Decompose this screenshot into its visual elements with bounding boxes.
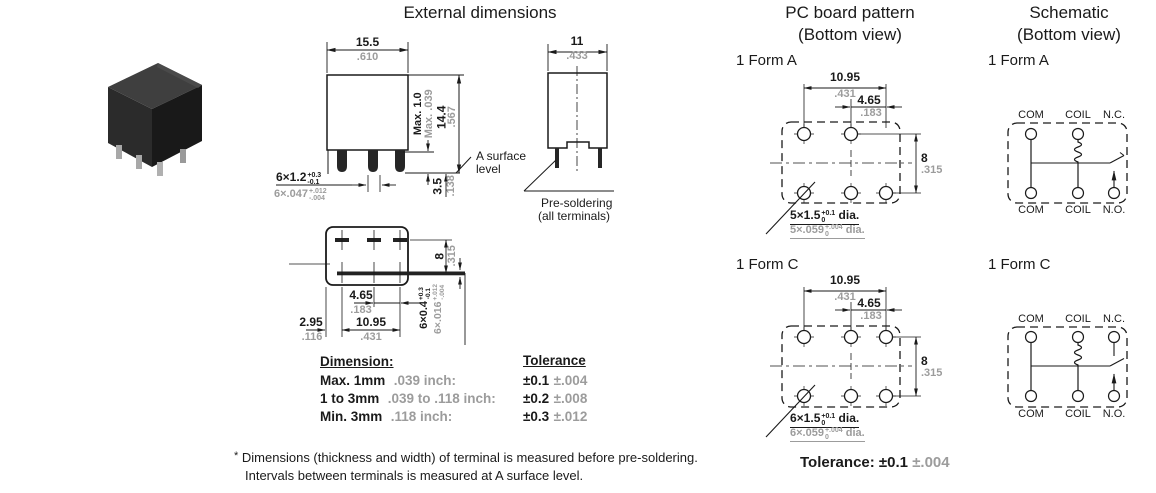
front-pinlen-in: .138 bbox=[445, 175, 458, 197]
pcb-tolerance-mm: ±0.1 bbox=[878, 454, 909, 471]
bottom-thickness-in-tol: +.012 -.004 bbox=[432, 284, 446, 301]
table-row-mm: Min. 3mm bbox=[320, 409, 383, 424]
front-maxh-in: Max. .039 bbox=[423, 89, 436, 139]
table-row-tolin: ±.012 bbox=[553, 409, 588, 424]
pcb-a-span-in: .431 bbox=[834, 88, 856, 100]
table-row bbox=[320, 391, 620, 409]
pcb-a-hole-callout-mm: 5×1.5 +0.1 0 dia. bbox=[790, 208, 860, 224]
table-row-mm: 1 to 3mm bbox=[320, 391, 380, 406]
schematic-form-a-label: 1 Form A bbox=[988, 52, 1049, 69]
schematic-form-a-drawing bbox=[995, 115, 1145, 210]
a-surface-label-2: level bbox=[476, 162, 501, 176]
footnote-line-2: Intervals between terminals is measured at A surface level. bbox=[245, 468, 584, 483]
bottom-span-in: .431 bbox=[360, 331, 382, 343]
bottom-thickness-in-value: 6×.016 bbox=[432, 301, 444, 334]
footnote bbox=[234, 451, 698, 465]
table-row-in: .039 inch: bbox=[393, 373, 457, 388]
bottom-thickness-mm bbox=[419, 273, 433, 343]
bottom-row-in: .315 bbox=[446, 245, 459, 267]
a-surface-label-1: A surface bbox=[476, 149, 527, 163]
bottom-edge-mm: 2.95 bbox=[299, 315, 323, 329]
pcb-c-hole-callout-mm: 6×1.5 +0.1 0 dia. bbox=[790, 411, 860, 427]
presoldering-label-2: (all terminals) bbox=[538, 209, 611, 223]
sch-c-top-coil: COIL bbox=[1065, 313, 1091, 325]
schematic-form-c-label: 1 Form C bbox=[988, 256, 1051, 273]
pcb-a-pitch-mm: 4.65 bbox=[857, 93, 881, 107]
pcb-a-hole-callout-in: 5×.059 +.004 0 dia. bbox=[790, 224, 865, 238]
footnote-asterisk: * bbox=[234, 450, 239, 462]
pcb-form-a-label: 1 Form A bbox=[736, 52, 797, 69]
bottom-thickness-mm-value: 6×0.4 bbox=[418, 301, 430, 329]
pcb-tolerance-in: ±.004 bbox=[912, 454, 950, 471]
sch-a-bottom-coil: COIL bbox=[1065, 204, 1091, 216]
terminal-width-mm-value: 6×1.2 bbox=[276, 170, 307, 184]
sch-a-bottom-no: N.O. bbox=[1102, 204, 1126, 216]
table-row bbox=[320, 409, 620, 427]
table-row-tolmm: ±0.2 bbox=[523, 391, 550, 406]
front-width-mm: 15.5 bbox=[355, 35, 380, 49]
pcb-tolerance-note bbox=[800, 455, 950, 471]
bottom-thickness-in bbox=[433, 271, 447, 347]
bottom-thickness-mm-tol: +0.3 -0.1 bbox=[418, 287, 432, 300]
pcb-c-row-mm: 8 bbox=[921, 354, 928, 368]
sch-c-bottom-no: N.O. bbox=[1102, 408, 1126, 420]
table-row-tolmm: ±0.1 bbox=[523, 373, 550, 388]
bottom-view-drawing bbox=[270, 215, 500, 350]
table-row-tolmm: ±0.3 bbox=[523, 409, 550, 424]
table-row-mm: Max. 1mm bbox=[320, 373, 386, 388]
schematic-form-c-drawing bbox=[995, 318, 1145, 413]
pcb-c-hole-callout-in: 6×.059 +.004 0 dia. bbox=[790, 427, 865, 441]
bottom-pitch-mm: 4.65 bbox=[349, 288, 373, 302]
relay-photo bbox=[100, 55, 210, 180]
terminal-width-in-tol: +.012 -.004 bbox=[308, 188, 327, 202]
front-maxh-mm: Max. 1.0 bbox=[412, 92, 425, 136]
schematic-title-line-2: (Bottom view) bbox=[1017, 25, 1121, 44]
side-width-mm: 11 bbox=[570, 34, 584, 48]
table-row-in: .118 inch: bbox=[390, 409, 453, 424]
bottom-pitch-in: .183 bbox=[350, 304, 372, 316]
schematic-title-line-1: Schematic bbox=[1029, 3, 1109, 22]
pcb-a-row-mm: 8 bbox=[921, 151, 928, 165]
table-tol-header: Tolerance bbox=[523, 353, 586, 368]
pcb-title-line-2: (Bottom view) bbox=[798, 25, 902, 44]
pcb-c-pitch-in: .183 bbox=[860, 310, 882, 322]
presoldering-label-1: Pre-soldering bbox=[541, 196, 613, 210]
dimension-table bbox=[320, 354, 620, 427]
table-row-tolin: ±.004 bbox=[553, 373, 588, 388]
sch-c-bottom-com: COM bbox=[1018, 408, 1044, 420]
front-height-mm: 14.4 bbox=[434, 105, 449, 129]
pcb-c-span-in: .431 bbox=[834, 291, 856, 303]
pcb-a-pitch-in: .183 bbox=[860, 107, 882, 119]
terminal-width-in-value: 6×.047 bbox=[274, 188, 308, 200]
sch-c-top-nc: N.C. bbox=[1103, 313, 1125, 325]
pcb-tolerance-label: Tolerance: bbox=[800, 454, 875, 471]
pcb-form-c-label: 1 Form C bbox=[736, 256, 799, 273]
bottom-edge-in: .116 bbox=[301, 331, 323, 343]
sch-a-bottom-com: COM bbox=[1018, 204, 1044, 216]
terminal-width-mm bbox=[276, 171, 321, 186]
sch-a-top-coil: COIL bbox=[1065, 109, 1091, 121]
footnote-line-1: Dimensions (thickness and width) of terminal is measured before pre-soldering. bbox=[241, 450, 698, 465]
pcb-a-span-mm: 10.95 bbox=[829, 70, 861, 84]
terminal-width-mm-tol: +0.3 -0.1 bbox=[307, 172, 322, 186]
terminal-width-in bbox=[274, 188, 327, 202]
sch-c-top-com: COM bbox=[1018, 313, 1044, 325]
table-row-tolin: ±.008 bbox=[553, 391, 588, 406]
external-dimensions-title: External dimensions bbox=[403, 3, 557, 22]
front-height-in: .567 bbox=[446, 106, 459, 128]
pcb-a-row-in: .315 bbox=[921, 164, 943, 176]
sch-a-top-com: COM bbox=[1018, 109, 1044, 121]
bottom-span-mm: 10.95 bbox=[355, 315, 387, 329]
front-width-in: .610 bbox=[356, 51, 379, 63]
bottom-row-mm: 8 bbox=[432, 252, 447, 260]
table-row bbox=[320, 373, 620, 391]
pcb-title-line-1: PC board pattern bbox=[785, 3, 915, 22]
table-row-in: .039 to .118 inch: bbox=[387, 391, 496, 406]
side-width-in: .433 bbox=[566, 50, 588, 62]
pcb-c-pitch-mm: 4.65 bbox=[857, 296, 881, 310]
sch-c-bottom-coil: COIL bbox=[1065, 408, 1091, 420]
front-pinlen-mm: 3.5 bbox=[430, 177, 445, 195]
table-dim-header: Dimension: bbox=[320, 354, 394, 369]
pcb-c-span-mm: 10.95 bbox=[829, 273, 861, 287]
pcb-c-row-in: .315 bbox=[921, 367, 943, 379]
sch-a-top-nc: N.C. bbox=[1103, 109, 1125, 121]
